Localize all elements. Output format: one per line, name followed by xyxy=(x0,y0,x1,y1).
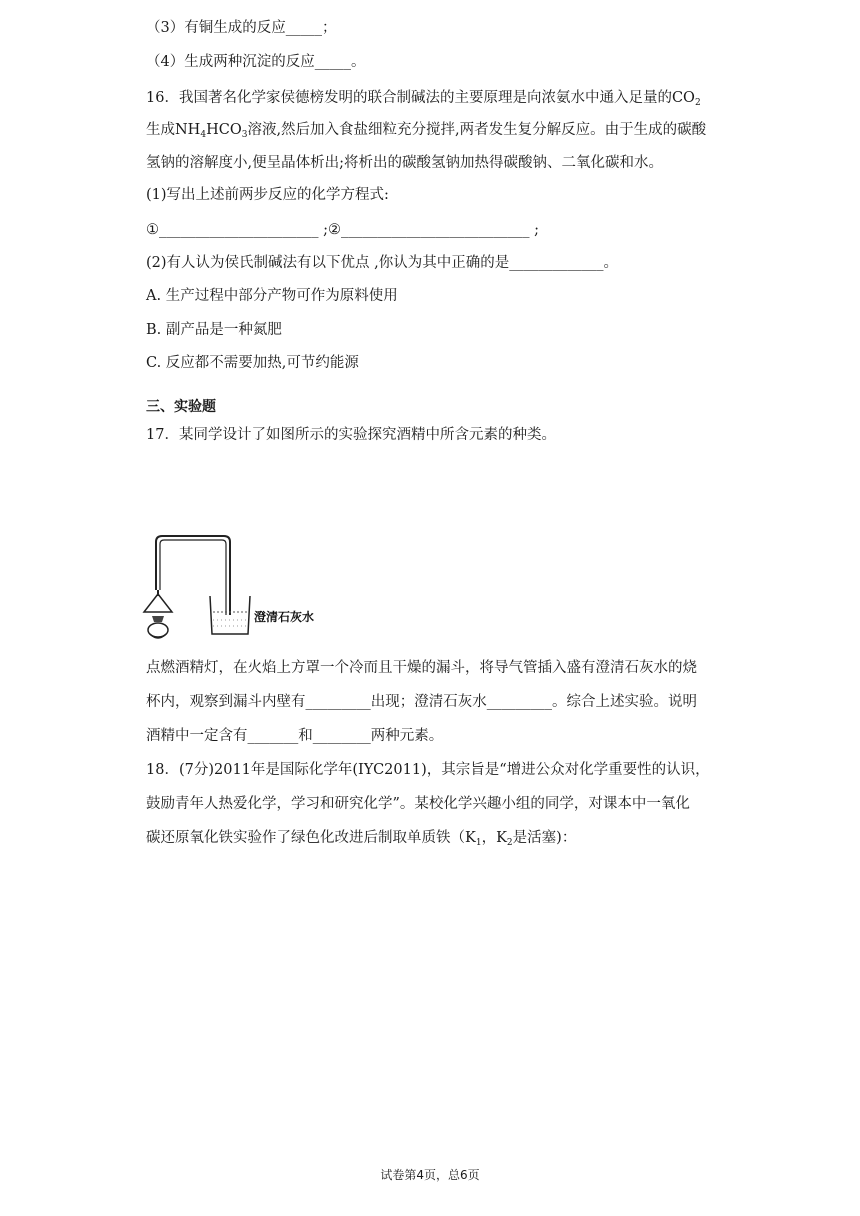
q18-line3-c: 是活塞)： xyxy=(512,830,577,846)
q15-item3: （3）有铜生成的反应_____； xyxy=(146,20,337,36)
q18-line3 xyxy=(146,828,576,848)
q15-item4: （4）生成两种沉淀的反应_____。 xyxy=(146,54,366,70)
figure-label: 澄清石灰水 xyxy=(254,610,315,624)
q16-line2-sub2: 3 xyxy=(241,130,248,140)
section-title: 三、实验题 xyxy=(146,399,216,415)
q16-sub2: (2)有人认为侯氏制碱法有以下优点 ,你认为其中正确的是_____________。 xyxy=(146,255,619,271)
q16-option-c: C. 反应都不需要加热,可节约能源 xyxy=(146,355,359,371)
q16-line1-text: 16．我国著名化学家侯德榜发明的联合制碱法的主要原理是向浓氨水中通入足量的CO xyxy=(146,90,695,106)
q16-line1 xyxy=(146,88,701,108)
q16-line2 xyxy=(146,120,706,140)
q18-line3-b: ，K xyxy=(481,830,507,846)
q17-text1: 点燃酒精灯，在火焰上方罩一个冷而且干燥的漏斗，将导气管插入盛有澄清石灰水的烧 xyxy=(146,660,697,676)
q17-text3: 酒精中一定含有_______和________两种元素。 xyxy=(146,728,444,744)
q18-line3-a: 碳还原氧化铁实验作了绿色化改进后制取单质铁（K xyxy=(146,830,476,846)
q16-line1-sub: 2 xyxy=(694,98,701,108)
q16-sub1: (1)写出上述前两步反应的化学方程式: xyxy=(146,187,389,203)
q16-line2-sub1: 4 xyxy=(200,130,207,140)
q16-equation-blanks: ①______________________ ;②__________________________ ; xyxy=(146,222,539,238)
experiment-figure xyxy=(140,530,340,645)
q18-line1: 18．(7分)2011年是国际化学年(IYC2011)，其宗旨是“增进公众对化学重要性的认识， xyxy=(146,762,710,778)
q16-line2-a: 生成NH xyxy=(146,122,201,138)
q16-line2-c: 溶液,然后加入食盐细粒充分搅拌,两者发生复分解反应。由于生成的碳酸 xyxy=(247,122,707,138)
q16-option-b: B. 副产品是一种氮肥 xyxy=(146,322,282,338)
q17-intro: 17．某同学设计了如图所示的实验探究酒精中所含元素的种类。 xyxy=(146,427,556,443)
q16-option-a: A. 生产过程中部分产物可作为原料使用 xyxy=(146,288,398,304)
q18-line2: 鼓励青年人热爱化学，学习和研究化学”。某校化学兴趣小组的同学，对课本中一氧化 xyxy=(146,796,690,812)
q16-line3: 氢钠的溶解度小,便呈晶体析出;将析出的碳酸氢钠加热得碳酸钠、二氧化碳和水。 xyxy=(146,155,663,171)
q18-line3-sub2: 2 xyxy=(506,838,513,848)
q17-text2: 杯内，观察到漏斗内壁有_________出现；澄清石灰水_________。综合上述实验。说明 xyxy=(146,694,697,710)
q16-line2-b: HCO xyxy=(206,122,242,138)
apparatus-diagram xyxy=(140,530,340,645)
page-footer: 试卷第4页，总6页 xyxy=(380,1168,480,1182)
q18-line3-sub1: 1 xyxy=(475,838,482,848)
